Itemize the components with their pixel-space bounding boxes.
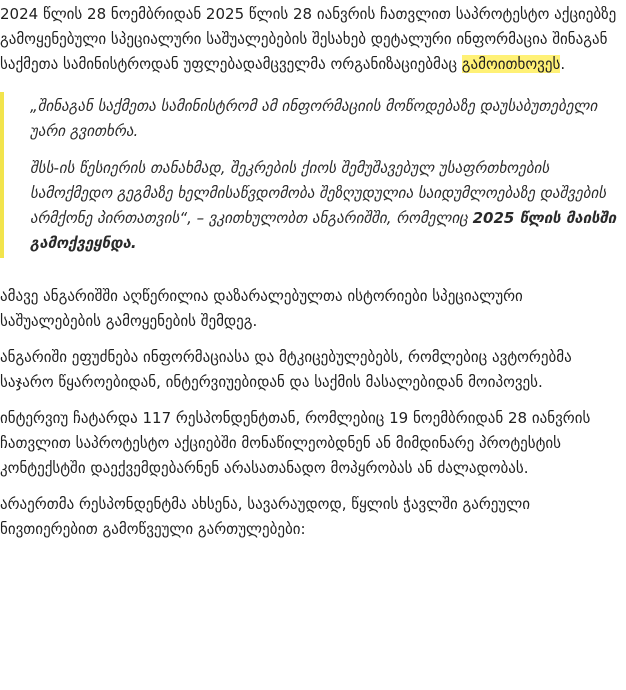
quote-paragraph-2: [30, 156, 626, 256]
intro-text: 2024 წლის 28 ნოემბრიდან 2025 წლის 28 იანვრის ჩათვლით საპროტესტო აქციებზე გამოყენებული სპეციალური საშუალებების შესახებ დეტალური ინფორმაცია შინაგან საქმეთა სამინისტროდან უფლებადამცველმა ორგანიზაციებმაც: [0, 5, 617, 73]
intro-end: .: [560, 55, 566, 73]
paragraph-interviews: ინტერვიუ ჩატარდა 117 რესპონდენტთან, რომლებიც 19 ნოემბრიდან 28 იანვრის ჩათვლით საპროტესტო აქციებში მონაწილეობდნენ ან მიმდინარე პროტესტის კონტექსტში დაექვემდებარნენ არასათანადო მოპყრობას ან ძალადობას.: [0, 409, 591, 477]
paragraph-victims: ამავე ანგარიშში აღწერილია დაზარალებულთა ისტორიები სპეციალური საშუალებების გამოყენების შემდეგ.: [0, 287, 523, 330]
highlighted-link[interactable]: გამოითხოვეს: [461, 55, 561, 73]
quote-block: [0, 92, 626, 258]
intro-paragraph: [0, 2, 626, 77]
quote-bold-date: 2025 წლის მაისში გამოქვეყნდა.: [30, 209, 617, 252]
quote-text: შსს-ის წესიერის თანახმად, შეკრების ქიოს შემუშავებულ უსაფრთხოების სამოქმედო გეგმაზე ხელმისაწვდომობა შეზღუდულია საიდუმლოებაზე დაშვების არმქონე პირთათვის“, – ვკითხულობთ ანგარიშში, რომელიც: [30, 159, 607, 227]
quote-paragraph-1: „შინაგან საქმეთა სამინისტრომ ამ ინფორმაციის მოწოდებაზე დაუსაბუთებელი უარი გვითხრა.: [30, 97, 598, 140]
paragraph-complications: არაერთმა რესპონდენტმა ახსენა, სავარაუდოდ, წყლის ჭავლში გარეული ნივთიერებით გამოწვეული გართულებები:: [0, 495, 530, 538]
paragraph-evidence: ანგარიში ეფუძნება ინფორმაციასა და მტკიცებულებებს, რომლებიც ავტორებმა საჯარო წყაროებიდან, ინტერვიუებიდან და საქმის მასალებიდან მოიპოვეს.: [0, 348, 572, 391]
